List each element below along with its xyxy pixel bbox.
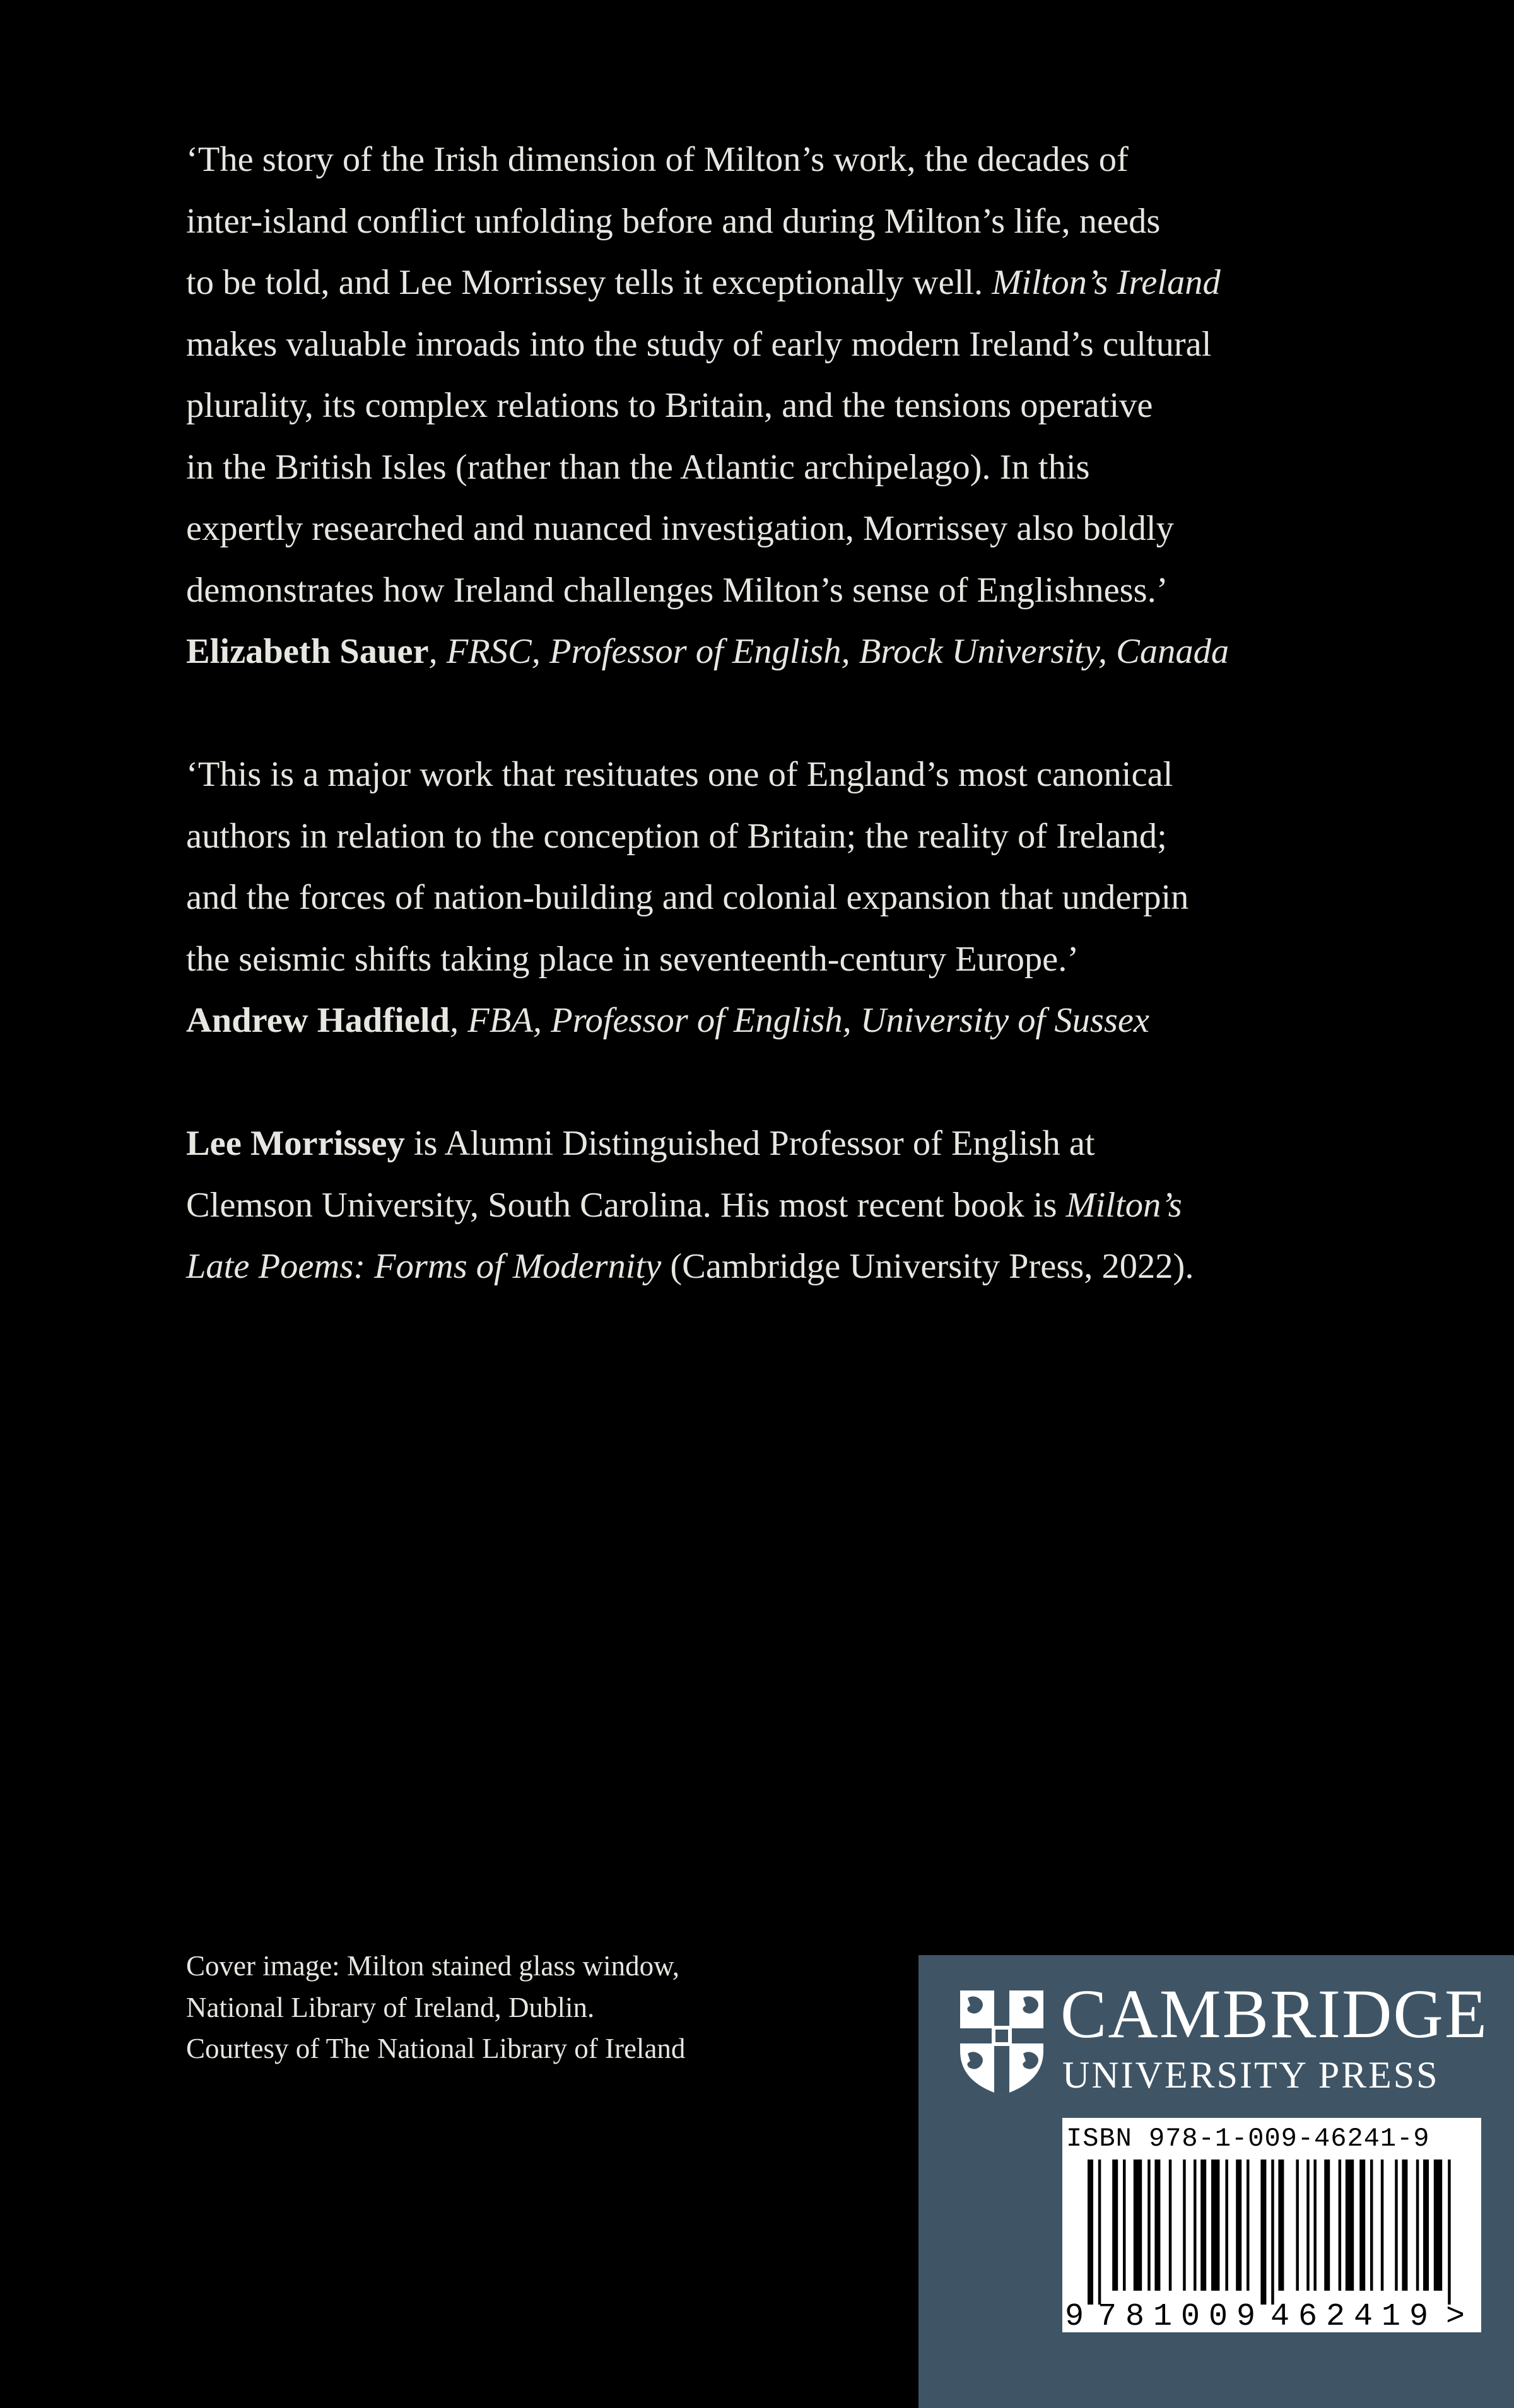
barcode-bar (1147, 2160, 1151, 2291)
quote-line: authors in relation to the conception of Britain; the reality of Ireland; (186, 816, 1167, 856)
bio-line: Late Poems: Forms of Modernity (Cambridge University Press, 2022). (186, 1247, 1194, 1286)
quote-line: ‘This is a major work that resituates one of England’s most canonical (186, 755, 1173, 794)
quote-attribution (186, 990, 1372, 1052)
barcode-bar (1370, 2160, 1373, 2291)
barcode-bar (1200, 2160, 1206, 2291)
barcode-bars (1062, 2160, 1481, 2332)
barcode-digits-group1: 781009 (1098, 2299, 1255, 2332)
barcode-digit-first: 9 (1065, 2299, 1084, 2332)
barcode-bar (1194, 2160, 1197, 2291)
barcode-bar (1296, 2160, 1299, 2291)
barcode-bar (1434, 2160, 1442, 2291)
barcode-bar (1278, 2160, 1284, 2291)
barcode-bar (1098, 2160, 1101, 2305)
quote-line: inter-island conflict unfolding before and during Milton’s life, needs (186, 201, 1161, 241)
barcode-bar (1169, 2160, 1172, 2291)
credit-line: Courtesy of The National Library of Ireland (186, 2033, 686, 2064)
attribution-name: Andrew Hadfield (186, 1001, 450, 1040)
barcode-bar (1134, 2160, 1142, 2291)
barcode-bar (1395, 2160, 1398, 2291)
publisher-name: CAMBRIDGE (1060, 1975, 1489, 2052)
barcode-bar (1260, 2160, 1266, 2305)
barcode-bar (1112, 2160, 1118, 2291)
quote-line: to be told, and Lee Morrissey tells it exceptionally well. Milton’s Ireland (186, 263, 1221, 302)
barcode-bar (1423, 2160, 1429, 2291)
barcode-end-mark: > (1446, 2299, 1465, 2332)
quote-line: and the forces of nation-building and colonial expansion that underpin (186, 878, 1189, 917)
credit-line: National Library of Ireland, Dublin. (186, 1991, 595, 2023)
barcode-bar (1313, 2160, 1317, 2291)
bio-line: Lee Morrissey is Alumni Distinguished Professor of English at (186, 1124, 1095, 1163)
quote-line: the seismic shifts taking place in seventeenth-century Europe.’ (186, 939, 1079, 979)
quote-line: demonstrates how Ireland challenges Milton’s sense of Englishness.’ (186, 570, 1168, 610)
attribution-name: Elizabeth Sauer (186, 632, 429, 671)
barcode-bar (1339, 2160, 1342, 2291)
barcode-digits-group2: 462419 (1270, 2299, 1428, 2332)
endorsement-quote-1 (186, 129, 1372, 683)
endorsement-quote-2 (186, 744, 1372, 1052)
attribution-role: , FBA, Professor of English, University of Sussex (450, 1001, 1149, 1040)
barcode-bar (1236, 2160, 1241, 2291)
isbn-barcode (1062, 2118, 1481, 2332)
barcode-bar (1324, 2160, 1330, 2291)
author-bio (186, 1113, 1372, 1298)
barcode-bar (1183, 2160, 1186, 2291)
barcode-bar (1359, 2160, 1365, 2291)
barcode-bar (1271, 2160, 1274, 2305)
barcode-bar (1247, 2160, 1250, 2291)
quote-line: plurality, its complex relations to Britain, and the tensions operative (186, 386, 1153, 425)
barcode-bar (1448, 2160, 1451, 2305)
barcode-bar (1416, 2160, 1419, 2291)
quote-line: expertly researched and nuanced investigation, Morrissey also boldly (186, 509, 1174, 548)
barcode-bar (1225, 2160, 1228, 2291)
author-name: Lee Morrissey (186, 1124, 405, 1163)
barcode-bar (1123, 2160, 1126, 2291)
quote-line: in the British Isles (rather than the Atlantic archipelago). In this (186, 447, 1090, 487)
cover-image-credit (186, 1946, 685, 2070)
barcode-bar (1306, 2160, 1310, 2291)
quote-line: ‘The story of the Irish dimension of Milton’s work, the decades of (186, 140, 1129, 179)
barcode-bar (1381, 2160, 1384, 2291)
isbn-label: ISBN 978-1-009-46241-9 (1066, 2124, 1430, 2154)
barcode-bar (1088, 2160, 1093, 2305)
attribution-role: , FRSC, Professor of English, Brock University, Canada (428, 632, 1229, 671)
barcode-bar (1402, 2160, 1407, 2291)
barcode-bar (1154, 2160, 1160, 2291)
barcode-bar (1346, 2160, 1354, 2291)
barcode-bar (1211, 2160, 1219, 2291)
publisher-subname: UNIVERSITY PRESS (1062, 2054, 1440, 2096)
quote-line: makes valuable inroads into the study of early modern Ireland’s cultural (186, 324, 1212, 364)
quote-attribution (186, 621, 1372, 683)
book-title: Milton’s Ireland (992, 263, 1221, 302)
cambridge-shield-icon (958, 1988, 1046, 2098)
credit-line: Cover image: Milton stained glass window, (186, 1950, 679, 1982)
publisher-panel (918, 1955, 1514, 2408)
bio-line: Clemson University, South Carolina. His most recent book is Milton’s (186, 1185, 1182, 1225)
